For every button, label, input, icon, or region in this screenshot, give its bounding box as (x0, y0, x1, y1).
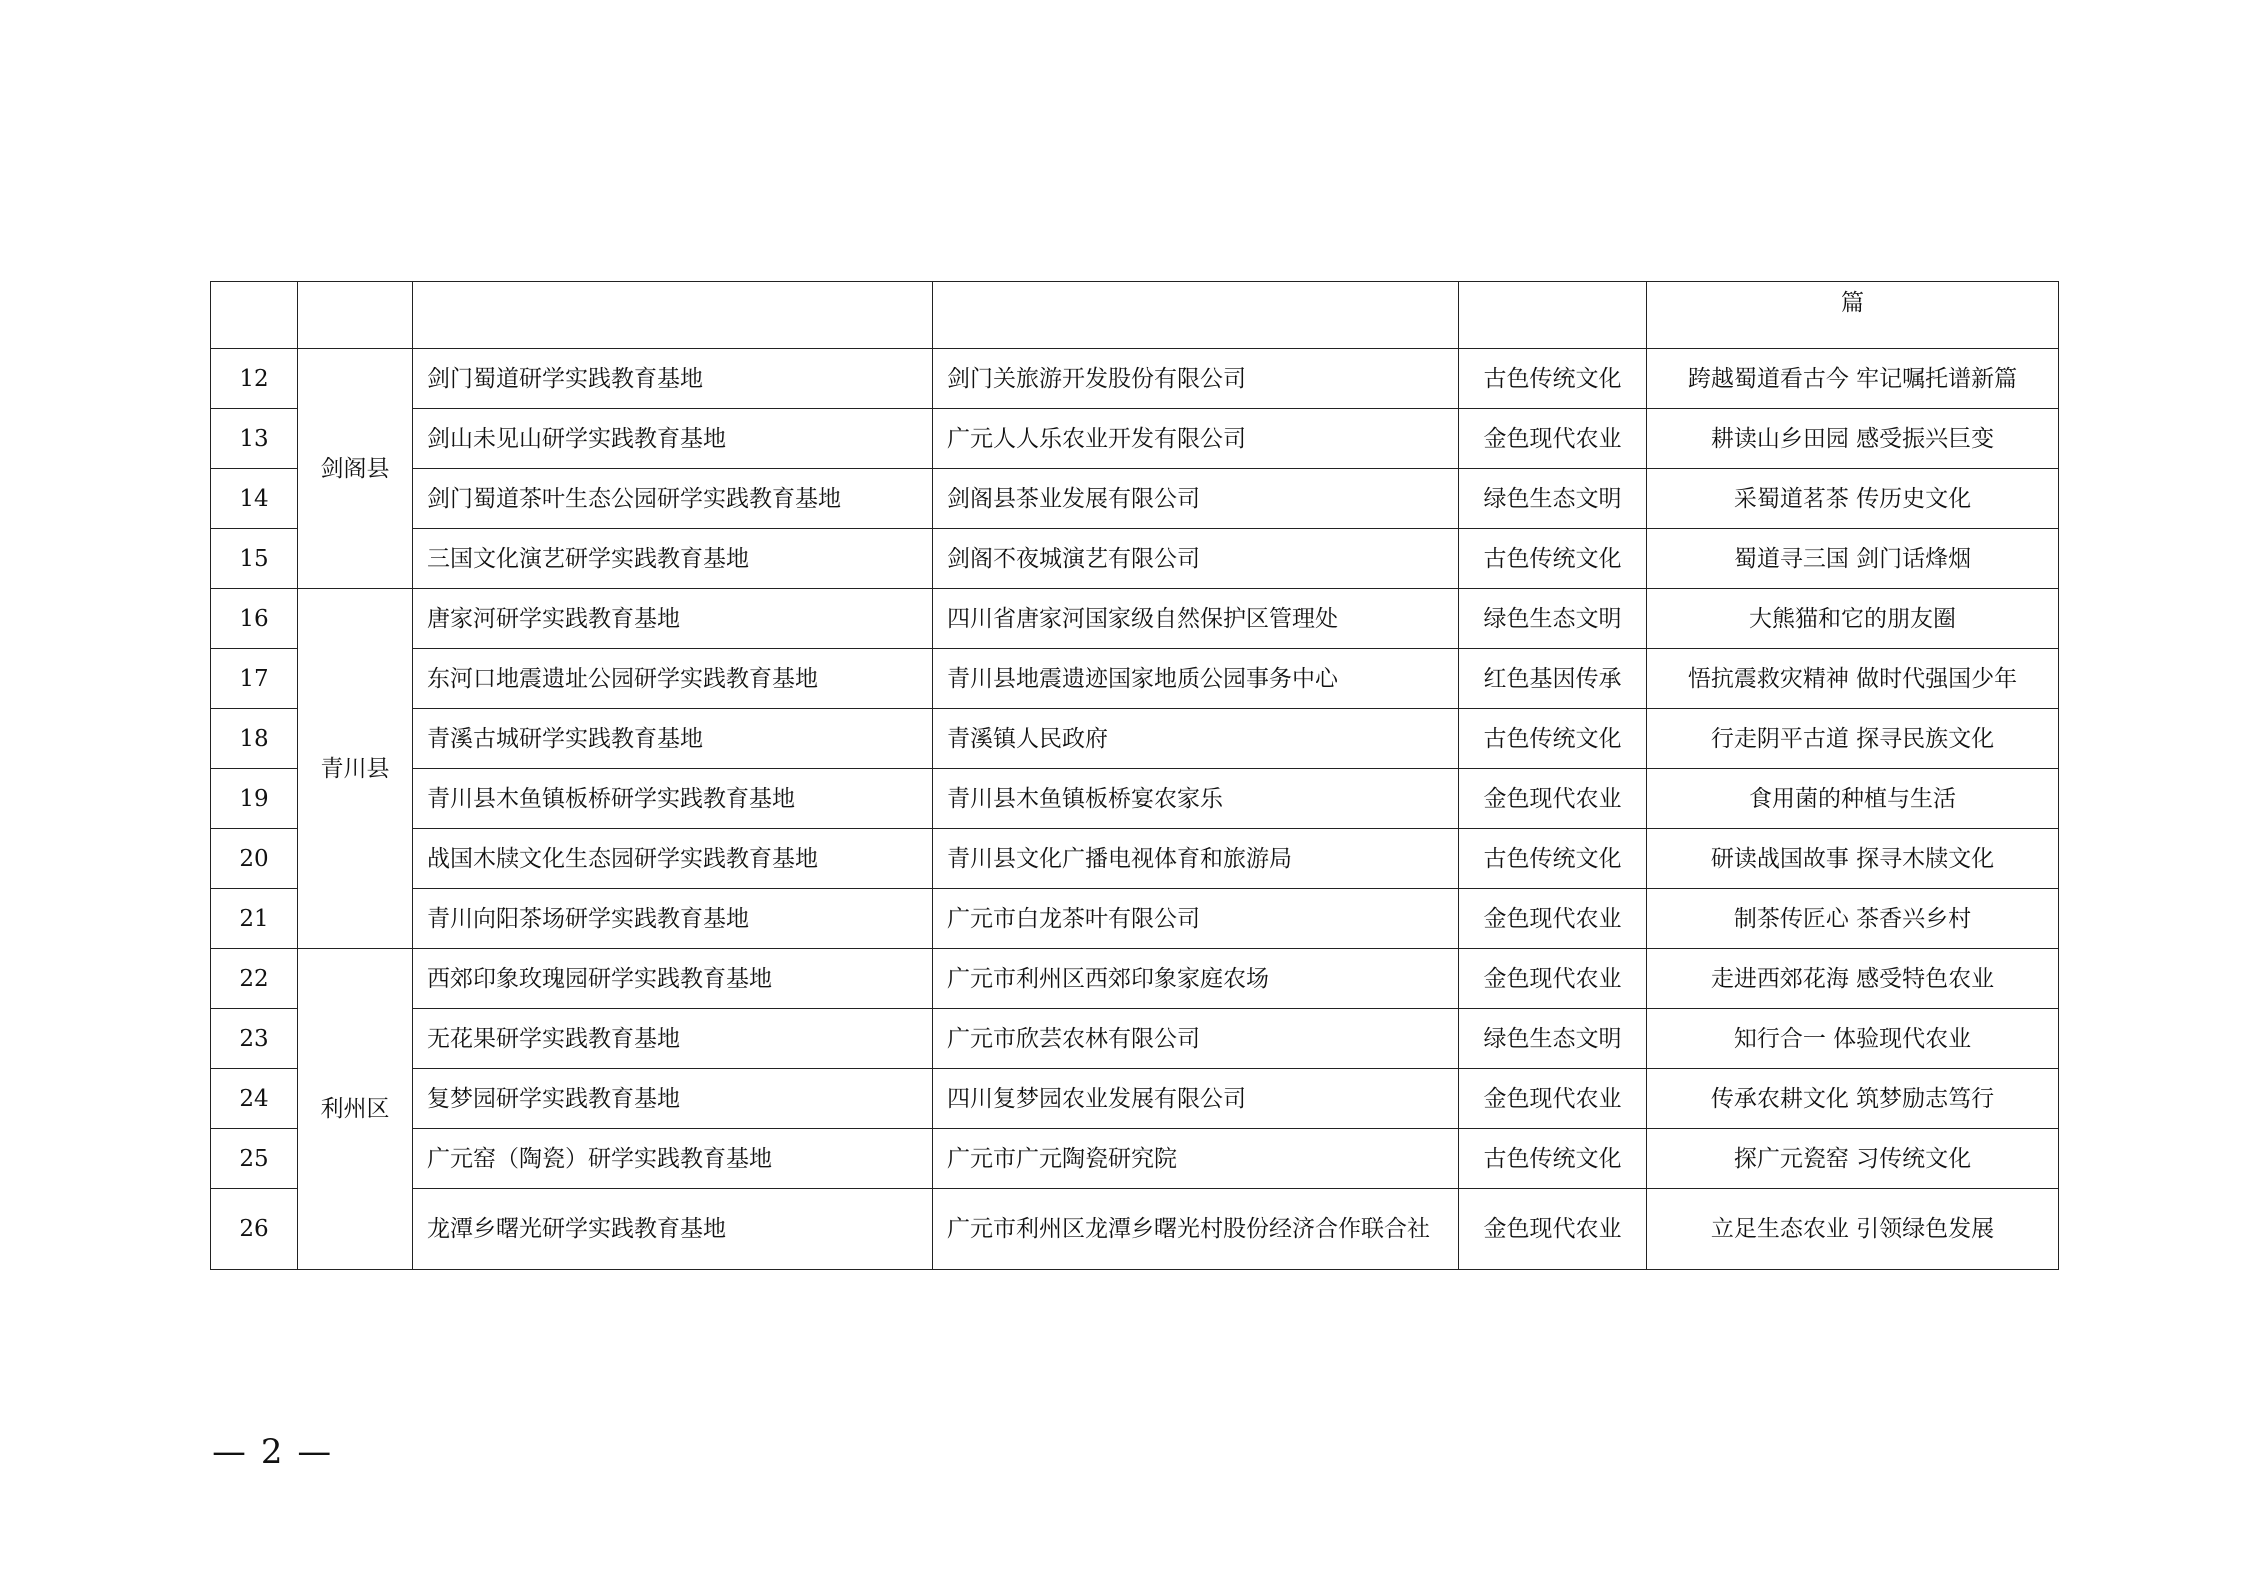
base-name: 剑门蜀道茶叶生态公园研学实践教育基地 (413, 469, 933, 529)
bases-table-body (211, 282, 2059, 1270)
base-name: 剑门蜀道研学实践教育基地 (413, 349, 933, 409)
continuation-type-cell (1459, 282, 1647, 349)
base-type: 金色现代农业 (1459, 409, 1647, 469)
course-theme: 研读战国故事 探寻木牍文化 (1647, 829, 2059, 889)
page-number: 2 (260, 1432, 285, 1472)
base-name: 东河口地震遗址公园研学实践教育基地 (413, 649, 933, 709)
operating-org: 广元市利州区西郊印象家庭农场 (933, 949, 1459, 1009)
row-number: 18 (211, 709, 298, 769)
bases-table (210, 281, 2059, 1270)
operating-org: 四川复梦园农业发展有限公司 (933, 1069, 1459, 1129)
row-number: 25 (211, 1129, 298, 1189)
base-type: 金色现代农业 (1459, 1189, 1647, 1270)
row-number: 17 (211, 649, 298, 709)
table-row (211, 469, 2059, 529)
base-type: 古色传统文化 (1459, 829, 1647, 889)
base-name: 广元窑（陶瓷）研学实践教育基地 (413, 1129, 933, 1189)
table-row (211, 1009, 2059, 1069)
operating-org: 广元市广元陶瓷研究院 (933, 1129, 1459, 1189)
base-type: 绿色生态文明 (1459, 1009, 1647, 1069)
base-type: 金色现代农业 (1459, 949, 1647, 1009)
course-theme: 知行合一 体验现代农业 (1647, 1009, 2059, 1069)
base-type: 金色现代农业 (1459, 769, 1647, 829)
table-row (211, 1129, 2059, 1189)
row-number: 22 (211, 949, 298, 1009)
row-number: 20 (211, 829, 298, 889)
course-theme: 悟抗震救灾精神 做时代强国少年 (1647, 649, 2059, 709)
base-name: 青川县木鱼镇板桥研学实践教育基地 (413, 769, 933, 829)
base-name: 剑山未见山研学实践教育基地 (413, 409, 933, 469)
base-type: 古色传统文化 (1459, 349, 1647, 409)
row-number: 16 (211, 589, 298, 649)
footer-dash-right: — (297, 1432, 334, 1472)
table-row (211, 709, 2059, 769)
operating-org: 青川县木鱼镇板桥宴农家乐 (933, 769, 1459, 829)
base-name: 复梦园研学实践教育基地 (413, 1069, 933, 1129)
continuation-theme-cell: 篇 (1647, 282, 2059, 349)
course-theme: 蜀道寻三国 剑门话烽烟 (1647, 529, 2059, 589)
base-type: 绿色生态文明 (1459, 589, 1647, 649)
base-name: 唐家河研学实践教育基地 (413, 589, 933, 649)
operating-org: 四川省唐家河国家级自然保护区管理处 (933, 589, 1459, 649)
operating-org: 青溪镇人民政府 (933, 709, 1459, 769)
base-name: 青川向阳茶场研学实践教育基地 (413, 889, 933, 949)
operating-org: 广元市欣芸农林有限公司 (933, 1009, 1459, 1069)
operating-org: 剑阁不夜城演艺有限公司 (933, 529, 1459, 589)
county-cell: 青川县 (298, 589, 413, 949)
continuation-no-cell (211, 282, 298, 349)
row-number: 19 (211, 769, 298, 829)
operating-org: 广元市白龙茶叶有限公司 (933, 889, 1459, 949)
continuation-name-cell (413, 282, 933, 349)
row-number: 12 (211, 349, 298, 409)
course-theme: 探广元瓷窑 习传统文化 (1647, 1129, 2059, 1189)
operating-org: 广元市利州区龙潭乡曙光村股份经济合作联合社 (933, 1189, 1459, 1270)
row-number: 26 (211, 1189, 298, 1270)
course-theme: 耕读山乡田园 感受振兴巨变 (1647, 409, 2059, 469)
operating-org: 剑阁县茶业发展有限公司 (933, 469, 1459, 529)
base-name: 西郊印象玫瑰园研学实践教育基地 (413, 949, 933, 1009)
table-row (211, 889, 2059, 949)
table-row (211, 769, 2059, 829)
row-number: 14 (211, 469, 298, 529)
table-row (211, 589, 2059, 649)
base-type: 金色现代农业 (1459, 889, 1647, 949)
operating-org: 广元人人乐农业开发有限公司 (933, 409, 1459, 469)
course-theme: 传承农耕文化 筑梦励志笃行 (1647, 1069, 2059, 1129)
row-number: 21 (211, 889, 298, 949)
county-cell: 利州区 (298, 949, 413, 1270)
base-name: 青溪古城研学实践教育基地 (413, 709, 933, 769)
table-row (211, 1069, 2059, 1129)
continuation-row (211, 282, 2059, 349)
base-type: 古色传统文化 (1459, 1129, 1647, 1189)
table-row (211, 529, 2059, 589)
operating-org: 青川县文化广播电视体育和旅游局 (933, 829, 1459, 889)
operating-org: 青川县地震遗迹国家地质公园事务中心 (933, 649, 1459, 709)
continuation-county-cell (298, 282, 413, 349)
course-theme: 立足生态农业 引领绿色发展 (1647, 1189, 2059, 1270)
continuation-org-cell (933, 282, 1459, 349)
base-name: 龙潭乡曙光研学实践教育基地 (413, 1189, 933, 1270)
table-row (211, 829, 2059, 889)
base-type: 绿色生态文明 (1459, 469, 1647, 529)
row-number: 23 (211, 1009, 298, 1069)
course-theme: 走进西郊花海 感受特色农业 (1647, 949, 2059, 1009)
operating-org: 剑门关旅游开发股份有限公司 (933, 349, 1459, 409)
course-theme: 食用菌的种植与生活 (1647, 769, 2059, 829)
course-theme: 跨越蜀道看古今 牢记嘱托谱新篇 (1647, 349, 2059, 409)
base-type: 古色传统文化 (1459, 529, 1647, 589)
table-row (211, 349, 2059, 409)
row-number: 13 (211, 409, 298, 469)
row-number: 24 (211, 1069, 298, 1129)
course-theme: 大熊猫和它的朋友圈 (1647, 589, 2059, 649)
base-type: 红色基因传承 (1459, 649, 1647, 709)
course-theme: 行走阴平古道 探寻民族文化 (1647, 709, 2059, 769)
row-number: 15 (211, 529, 298, 589)
base-type: 金色现代农业 (1459, 1069, 1647, 1129)
table-row (211, 649, 2059, 709)
county-cell: 剑阁县 (298, 349, 413, 589)
base-name: 无花果研学实践教育基地 (413, 1009, 933, 1069)
course-theme: 制茶传匠心 茶香兴乡村 (1647, 889, 2059, 949)
table-row (211, 409, 2059, 469)
base-name: 战国木牍文化生态园研学实践教育基地 (413, 829, 933, 889)
base-type: 古色传统文化 (1459, 709, 1647, 769)
course-theme: 采蜀道茗茶 传历史文化 (1647, 469, 2059, 529)
page-footer (212, 1432, 333, 1472)
base-name: 三国文化演艺研学实践教育基地 (413, 529, 933, 589)
table-row (211, 949, 2059, 1009)
table-row (211, 1189, 2059, 1270)
footer-dash-left: — (212, 1432, 248, 1472)
